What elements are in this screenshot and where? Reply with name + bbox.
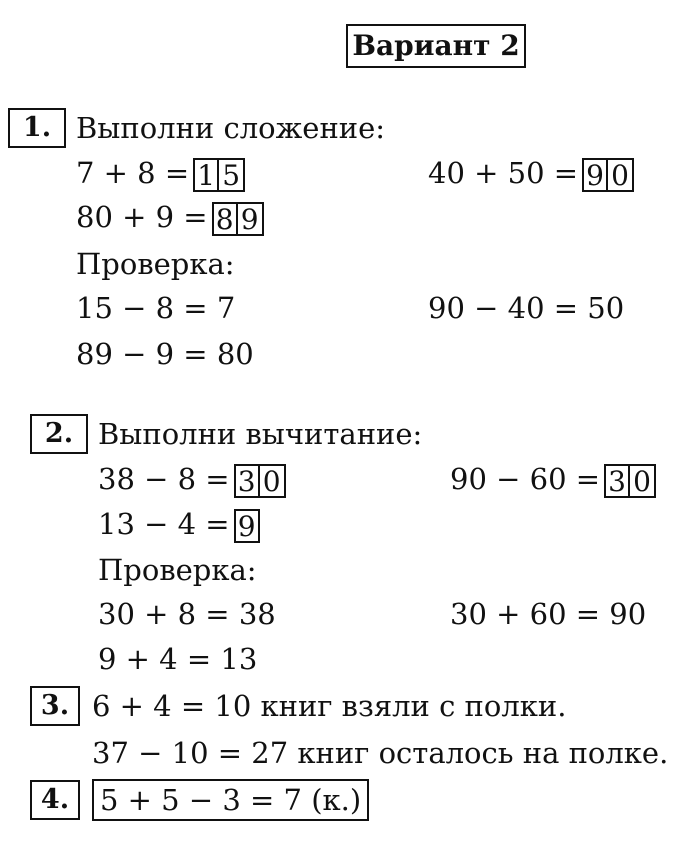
task-2-number: 2. [30, 414, 88, 454]
task-2-heading: Выполни вычитание: [98, 417, 423, 451]
task-3-number: 3. [30, 686, 80, 726]
equation-expression: 13 − 4 = [98, 507, 230, 541]
equation-expression: 38 − 8 = [98, 462, 230, 496]
task-2-equation-1 [98, 461, 286, 498]
variant-title: Вариант 2 [346, 24, 526, 68]
digit-cell: 5 [219, 158, 245, 192]
task-2-check-3: 9 + 4 = 13 [98, 642, 258, 676]
task-4-answer-box: 5 + 5 − 3 = 7 (к.) [92, 779, 369, 821]
digit-cell: 9 [234, 509, 260, 543]
task-1-heading: Выполни сложение: [76, 111, 386, 145]
answer-digits [234, 464, 286, 498]
task-1-check-1: 15 − 8 = 7 [76, 291, 236, 325]
digit-cell: 9 [582, 158, 608, 192]
equation-expression: 7 + 8 = [76, 156, 190, 190]
task-1-number: 1. [8, 108, 66, 148]
task-2-check-label: Проверка: [98, 553, 257, 587]
digit-cell: 0 [630, 464, 656, 498]
digit-cell: 0 [608, 158, 634, 192]
answer-digits [604, 464, 656, 498]
task-3-line-1: 6 + 4 = 10 книг взяли с полки. [92, 689, 567, 723]
answer-digits [193, 158, 245, 192]
task-2-equation-2 [450, 461, 656, 498]
task-3-line-2: 37 − 10 = 27 книг осталось на полке. [92, 736, 669, 770]
digit-cell: 3 [234, 464, 260, 498]
answer-digits [212, 202, 264, 236]
task-4-number: 4. [30, 780, 80, 820]
task-2-check-2: 30 + 60 = 90 [450, 597, 647, 631]
digit-cell: 9 [238, 202, 264, 236]
task-1-equation-1 [76, 155, 245, 192]
equation-expression: 80 + 9 = [76, 200, 208, 234]
digit-cell: 0 [260, 464, 286, 498]
equation-expression: 40 + 50 = [428, 156, 579, 190]
task-1-equation-2 [428, 155, 634, 192]
equation-expression: 90 − 60 = [450, 462, 601, 496]
task-1-check-2: 90 − 40 = 50 [428, 291, 625, 325]
task-1-equation-3 [76, 199, 264, 236]
answer-digits [582, 158, 634, 192]
digit-cell: 8 [212, 202, 238, 236]
answer-digits [234, 509, 260, 543]
digit-cell: 1 [193, 158, 219, 192]
task-2-check-1: 30 + 8 = 38 [98, 597, 276, 631]
task-2-equation-3 [98, 506, 260, 543]
task-1-check-3: 89 − 9 = 80 [76, 337, 254, 371]
digit-cell: 3 [604, 464, 630, 498]
task-1-check-label: Проверка: [76, 247, 235, 281]
